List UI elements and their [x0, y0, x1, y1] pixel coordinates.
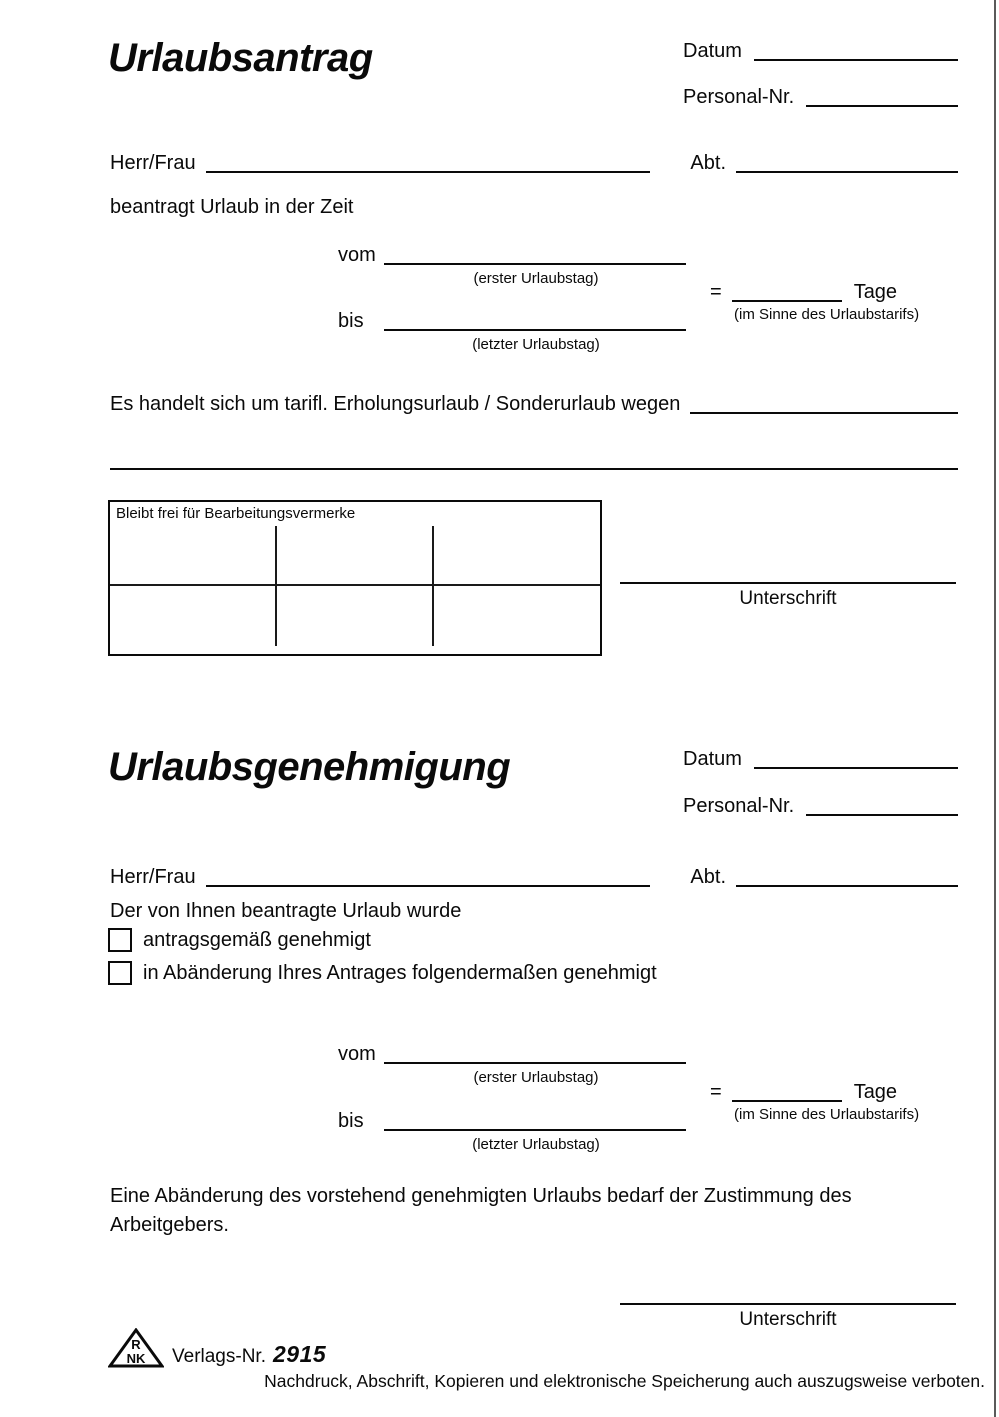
- antrag-bis-caption: (letzter Urlaubstag): [472, 336, 600, 353]
- antrag-signature-label: Unterschrift: [739, 588, 837, 609]
- rnk-logo-icon: [108, 1328, 164, 1368]
- genehmigung-abt-label: Abt.: [690, 866, 726, 888]
- genehmigung-tage-line[interactable]: [732, 1100, 842, 1102]
- genehmigung-name-line[interactable]: [206, 885, 651, 887]
- antrag-tage-line[interactable]: [732, 300, 842, 302]
- antrag-abt-label: Abt.: [690, 152, 726, 174]
- antrag-abt-line[interactable]: [736, 171, 958, 173]
- antrag-reason-line-2[interactable]: [110, 468, 958, 470]
- genehmigung-tage-block: [710, 1081, 919, 1123]
- publisher-label: Verlags-Nr.: [172, 1346, 266, 1367]
- processing-notes-box: [108, 500, 602, 656]
- genehmigung-note-line1: Eine Abänderung des vorstehend genehmigten Urlaubs bedarf der Zustimmung des: [110, 1185, 852, 1207]
- genehmigung-option2-label: in Abänderung Ihres Antrages folgendermaßen genehmigt: [143, 961, 657, 984]
- antrag-bis-label: bis: [338, 310, 364, 332]
- antrag-herr-frau-label: Herr/Frau: [110, 152, 196, 174]
- antrag-intro-text: beantragt Urlaub in der Zeit: [110, 196, 354, 218]
- genehmigung-note-line2: Arbeitgebers.: [110, 1214, 229, 1236]
- antrag-vom-caption: (erster Urlaubstag): [473, 270, 599, 287]
- antrag-vom-block: [338, 244, 686, 287]
- genehmigung-name-row: [110, 866, 958, 889]
- genehmigung-bis-caption: (letzter Urlaubstag): [472, 1136, 600, 1153]
- antrag-tage-label: Tage: [853, 281, 898, 303]
- genehmigung-vom-caption: (erster Urlaubstag): [473, 1069, 599, 1086]
- genehmigung-vom-line[interactable]: [384, 1062, 686, 1064]
- genehmigung-bis-line[interactable]: [384, 1129, 686, 1131]
- page-edge-line: [994, 0, 996, 1417]
- genehmigung-bis-label: bis: [338, 1110, 364, 1132]
- genehmigung-option1-row: [108, 928, 371, 952]
- checkbox-antragsgemaess[interactable]: [108, 928, 132, 952]
- genehmigung-vom-label: vom: [338, 1043, 376, 1065]
- antrag-vom-label: vom: [338, 244, 376, 266]
- genehmigung-signature-area[interactable]: [620, 1303, 956, 1331]
- genehmigung-personalnr-line[interactable]: [806, 814, 958, 816]
- antrag-reason-row: [110, 393, 958, 416]
- publisher-number: 2915: [272, 1341, 327, 1367]
- genehmigung-option1-label: antragsgemäß genehmigt: [143, 928, 371, 951]
- box-divider-horizontal: [110, 584, 600, 586]
- publisher-block: [108, 1328, 326, 1368]
- genehmigung-vom-block: [338, 1043, 686, 1086]
- rnk-logo-letters-nk: NK: [126, 1351, 146, 1366]
- genehmigung-tage-label: Tage: [853, 1081, 898, 1103]
- antrag-personalnr-row: [683, 86, 958, 109]
- antrag-title: Urlaubsantrag: [108, 36, 373, 80]
- antrag-bis-block: [338, 310, 686, 353]
- genehmigung-datum-row: [683, 748, 958, 771]
- genehmigung-personalnr-label: Personal-Nr.: [683, 795, 795, 817]
- antrag-equals-sign: =: [710, 281, 722, 303]
- genehmigung-option2-row: [108, 961, 657, 985]
- genehmigung-equals-sign: =: [710, 1081, 722, 1103]
- genehmigung-herr-frau-label: Herr/Frau: [110, 866, 196, 888]
- antrag-personalnr-line[interactable]: [806, 105, 958, 107]
- antrag-datum-label: Datum: [683, 40, 742, 62]
- genehmigung-note: [110, 1182, 910, 1240]
- copyright-notice: Nachdruck, Abschrift, Kopieren und elektronische Speicherung auch auszugsweise verboten.: [264, 1371, 985, 1391]
- antrag-name-line[interactable]: [206, 171, 651, 173]
- genehmigung-personalnr-row: [683, 795, 958, 818]
- antrag-signature-area[interactable]: [620, 582, 956, 610]
- box-divider-vertical-2: [432, 526, 434, 646]
- genehmigung-datum-line[interactable]: [754, 767, 958, 769]
- antrag-datum-line[interactable]: [754, 59, 958, 61]
- rnk-logo-letter-r: R: [131, 1337, 141, 1352]
- antrag-tage-caption: (im Sinne des Urlaubstarifs): [734, 306, 920, 323]
- antrag-reason-line[interactable]: [690, 412, 958, 414]
- antrag-personalnr-label: Personal-Nr.: [683, 86, 795, 108]
- genehmigung-intro-text: Der von Ihnen beantragte Urlaub wurde: [110, 900, 462, 922]
- antrag-tage-block: [710, 281, 919, 323]
- genehmigung-signature-label: Unterschrift: [739, 1309, 837, 1330]
- antrag-reason-label: Es handelt sich um tarifl. Erholungsurlaub / Sonderurlaub wegen: [110, 393, 681, 415]
- genehmigung-title: Urlaubsgenehmigung: [108, 745, 511, 789]
- genehmigung-abt-line[interactable]: [736, 885, 958, 887]
- box-divider-vertical-1: [275, 526, 277, 646]
- genehmigung-tage-caption: (im Sinne des Urlaubstarifs): [734, 1106, 920, 1123]
- genehmigung-bis-block: [338, 1110, 686, 1153]
- antrag-datum-row: [683, 40, 958, 63]
- processing-notes-box-label: Bleibt frei für Bearbeitungsvermerke: [116, 505, 356, 522]
- genehmigung-datum-label: Datum: [683, 748, 742, 770]
- antrag-bis-line[interactable]: [384, 329, 686, 331]
- antrag-name-row: [110, 152, 958, 175]
- antrag-vom-line[interactable]: [384, 263, 686, 265]
- checkbox-abaenderung[interactable]: [108, 961, 132, 985]
